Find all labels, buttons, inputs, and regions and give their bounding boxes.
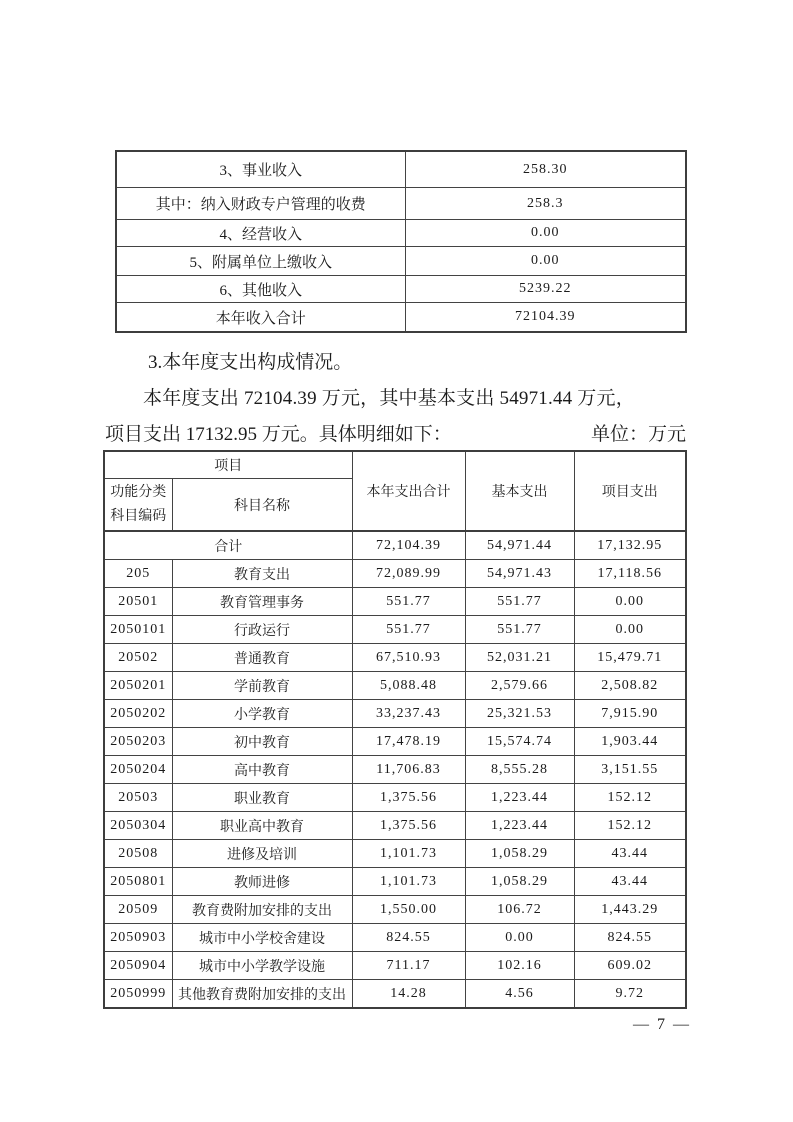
expenditure-row-total: 711.17: [352, 952, 465, 980]
expenditure-row-basic: 15,574.74: [465, 728, 574, 756]
expenditure-row-basic: 551.77: [465, 616, 574, 644]
income-row-label: 5、附属单位上缴收入: [116, 247, 405, 276]
expenditure-row-basic: 54,971.44: [465, 531, 574, 560]
income-row-label: 其中：纳入财政专户管理的收费: [116, 188, 405, 220]
expenditure-table-row: [104, 644, 686, 672]
expenditure-table-row: [104, 531, 686, 560]
expenditure-table-row: [104, 952, 686, 980]
expenditure-row-total: 1,101.73: [352, 840, 465, 868]
expenditure-row-project: 152.12: [574, 784, 686, 812]
expenditure-row-basic: 102.16: [465, 952, 574, 980]
expenditure-row-code: 20502: [104, 644, 172, 672]
expenditure-row-name: 小学教育: [172, 700, 352, 728]
expenditure-table-row: [104, 980, 686, 1009]
expenditure-row-name: 教育管理事务: [172, 588, 352, 616]
unit-label: 单位：万元: [590, 424, 686, 445]
expenditure-table-row: [104, 868, 686, 896]
expenditure-row-project: 9.72: [574, 980, 686, 1009]
income-row-value: 72104.39: [405, 303, 686, 333]
expenditure-table-row: [104, 812, 686, 840]
expenditure-row-basic: 52,031.21: [465, 644, 574, 672]
expenditure-row-total: 67,510.93: [352, 644, 465, 672]
header-code: [104, 479, 172, 532]
expenditure-row-name: 教育支出: [172, 560, 352, 588]
expenditure-row-project: 3,151.55: [574, 756, 686, 784]
expenditure-row-total: 1,375.56: [352, 784, 465, 812]
expenditure-table-row: [104, 588, 686, 616]
expenditure-row-name: 合计: [104, 531, 352, 560]
expenditure-table-header: [104, 451, 686, 531]
expenditure-row-basic: 1,223.44: [465, 812, 574, 840]
expenditure-row-code: 20508: [104, 840, 172, 868]
expenditure-table-row: [104, 616, 686, 644]
expenditure-row-total: 33,237.43: [352, 700, 465, 728]
expenditure-row-project: 17,132.95: [574, 531, 686, 560]
expenditure-row-basic: 106.72: [465, 896, 574, 924]
expenditure-row-code: 205: [104, 560, 172, 588]
expenditure-row-name: 城市中小学校舍建设: [172, 924, 352, 952]
expenditure-row-code: 2050304: [104, 812, 172, 840]
page-number: — 7 —: [633, 1016, 691, 1033]
header-basic: 基本支出: [465, 451, 574, 531]
expenditure-row-basic: 4.56: [465, 980, 574, 1009]
expenditure-row-code: 20509: [104, 896, 172, 924]
expenditure-row-total: 551.77: [352, 588, 465, 616]
expenditure-row-basic: 2,579.66: [465, 672, 574, 700]
income-row-label: 4、经营收入: [116, 220, 405, 247]
expenditure-table-row: [104, 560, 686, 588]
expenditure-row-name: 学前教育: [172, 672, 352, 700]
income-row-label: 3、事业收入: [116, 151, 405, 188]
section-heading: 3.本年度支出构成情况。: [148, 352, 353, 373]
income-row-value: 258.30: [405, 151, 686, 188]
expenditure-row-name: 高中教育: [172, 756, 352, 784]
income-row-value: 0.00: [405, 247, 686, 276]
expenditure-row-name: 城市中小学教学设施: [172, 952, 352, 980]
expenditure-row-project: 43.44: [574, 840, 686, 868]
header-code-line1: 功能分类: [110, 484, 167, 500]
expenditure-row-total: 824.55: [352, 924, 465, 952]
expenditure-row-total: 1,375.56: [352, 812, 465, 840]
expenditure-table-row: [104, 784, 686, 812]
income-table-row: [116, 151, 686, 188]
expenditure-row-project: 15,479.71: [574, 644, 686, 672]
expenditure-row-basic: 1,223.44: [465, 784, 574, 812]
expenditure-row-total: 5,088.48: [352, 672, 465, 700]
expenditure-row-code: 20503: [104, 784, 172, 812]
expenditure-table-row: [104, 924, 686, 952]
expenditure-row-code: 2050903: [104, 924, 172, 952]
expenditure-row-code: 2050101: [104, 616, 172, 644]
income-table-row: [116, 220, 686, 247]
income-table-body: [116, 151, 686, 332]
expenditure-row-basic: 25,321.53: [465, 700, 574, 728]
expenditure-row-code: 2050801: [104, 868, 172, 896]
expenditure-row-name: 职业教育: [172, 784, 352, 812]
expenditure-row-project: 0.00: [574, 588, 686, 616]
expenditure-row-total: 72,104.39: [352, 531, 465, 560]
expenditure-row-code: 20501: [104, 588, 172, 616]
expenditure-row-total: 551.77: [352, 616, 465, 644]
income-table-row: [116, 247, 686, 276]
expenditure-row-name: 教师进修: [172, 868, 352, 896]
expenditure-row-basic: 1,058.29: [465, 840, 574, 868]
expenditure-row-name: 其他教育费附加安排的支出: [172, 980, 352, 1009]
header-subject-name: 科目名称: [172, 479, 352, 532]
paragraph-line-1: 本年度支出 72104.39 万元，其中基本支出 54971.44 万元，: [143, 388, 635, 409]
expenditure-row-basic: 1,058.29: [465, 868, 574, 896]
expenditure-row-code: 2050999: [104, 980, 172, 1009]
expenditure-row-total: 1,101.73: [352, 868, 465, 896]
expenditure-row-project: 43.44: [574, 868, 686, 896]
expenditure-table: [103, 450, 687, 1009]
expenditure-row-project: 17,118.56: [574, 560, 686, 588]
expenditure-row-total: 14.28: [352, 980, 465, 1009]
expenditure-row-name: 教育费附加安排的支出: [172, 896, 352, 924]
expenditure-row-project: 1,443.29: [574, 896, 686, 924]
paragraph-line-2: 项目支出 17132.95 万元。具体明细如下：: [105, 424, 452, 445]
expenditure-row-total: 17,478.19: [352, 728, 465, 756]
expenditure-row-code: 2050203: [104, 728, 172, 756]
expenditure-row-code: 2050204: [104, 756, 172, 784]
expenditure-row-project: 7,915.90: [574, 700, 686, 728]
income-table: [115, 150, 687, 333]
expenditure-row-project: 609.02: [574, 952, 686, 980]
header-project-expense: 项目支出: [574, 451, 686, 531]
expenditure-row-name: 普通教育: [172, 644, 352, 672]
income-row-value: 0.00: [405, 220, 686, 247]
header-code-line2: 科目编码: [110, 508, 167, 524]
expenditure-row-name: 初中教育: [172, 728, 352, 756]
expenditure-table-row: [104, 672, 686, 700]
expenditure-table-row: [104, 756, 686, 784]
expenditure-row-basic: 551.77: [465, 588, 574, 616]
expenditure-row-code: 2050904: [104, 952, 172, 980]
expenditure-row-total: 11,706.83: [352, 756, 465, 784]
expenditure-row-project: 152.12: [574, 812, 686, 840]
expenditure-table-row: [104, 728, 686, 756]
income-row-value: 5239.22: [405, 276, 686, 303]
header-total: 本年支出合计: [352, 451, 465, 531]
income-row-label: 本年收入合计: [116, 303, 405, 333]
expenditure-table-row: [104, 896, 686, 924]
income-table-row: [116, 276, 686, 303]
expenditure-row-project: 0.00: [574, 616, 686, 644]
expenditure-row-basic: 8,555.28: [465, 756, 574, 784]
header-project: 项目: [104, 451, 352, 479]
expenditure-row-project: 824.55: [574, 924, 686, 952]
expenditure-row-project: 2,508.82: [574, 672, 686, 700]
expenditure-row-project: 1,903.44: [574, 728, 686, 756]
expenditure-row-total: 1,550.00: [352, 896, 465, 924]
expenditure-row-code: 2050201: [104, 672, 172, 700]
expenditure-row-name: 行政运行: [172, 616, 352, 644]
income-row-value: 258.3: [405, 188, 686, 220]
expenditure-row-name: 进修及培训: [172, 840, 352, 868]
income-row-label: 6、其他收入: [116, 276, 405, 303]
expenditure-row-basic: 54,971.43: [465, 560, 574, 588]
expenditure-table-row: [104, 840, 686, 868]
paragraph-line-2-row: [105, 419, 686, 446]
expenditure-row-total: 72,089.99: [352, 560, 465, 588]
expenditure-table-body: [104, 531, 686, 1008]
expenditure-row-basic: 0.00: [465, 924, 574, 952]
expenditure-table-row: [104, 700, 686, 728]
income-table-row: [116, 303, 686, 333]
income-table-row: [116, 188, 686, 220]
expenditure-row-name: 职业高中教育: [172, 812, 352, 840]
expenditure-row-code: 2050202: [104, 700, 172, 728]
